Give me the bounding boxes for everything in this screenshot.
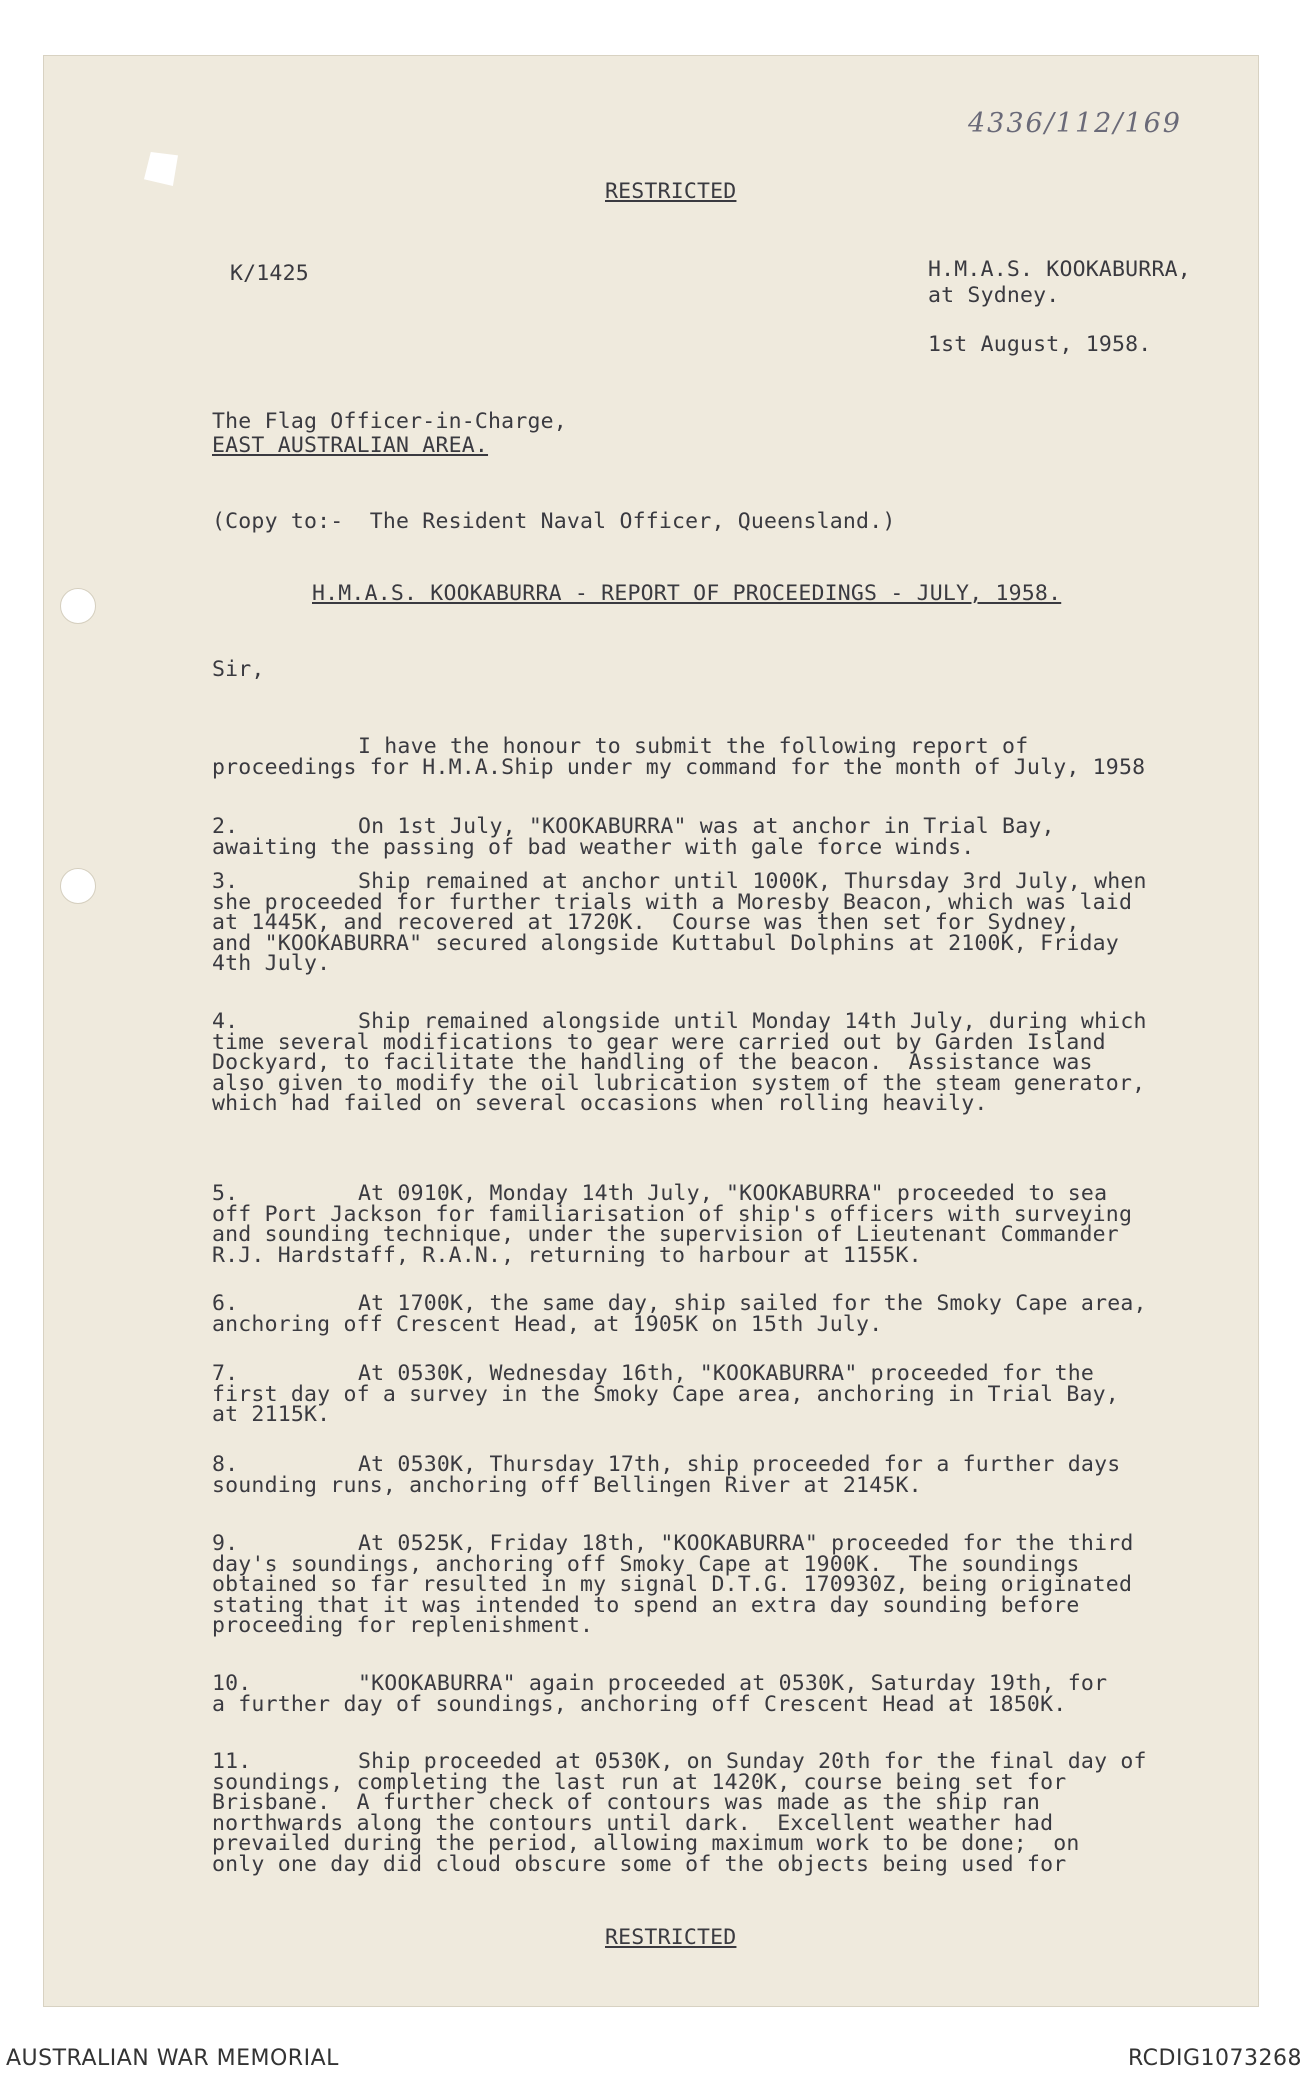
paragraph-line: soundings, completing the last run at 1420K, course being set for [212, 1769, 1067, 1795]
punch-hole-top [60, 588, 96, 624]
archive-footer-left: AUSTRALIAN WAR MEMORIAL [6, 2046, 339, 2071]
paragraph-line: At 0530K, Wednesday 16th, "KOOKABURRA" proceeded for the [358, 1361, 1095, 1386]
paragraph-line: sounding runs, anchoring off Bellingen River at 2145K. [212, 1472, 922, 1498]
paragraph-line: Ship remained alongside until Monday 14th July, during which [358, 1009, 1147, 1034]
copy-to-line: (Copy to:- The Resident Naval Officer, Queensland.) [212, 509, 896, 534]
paragraph-line: Dockyard, to facilitate the handling of the beacon. Assistance was [212, 1050, 1093, 1075]
paragraph-line: time several modifications to gear were carried out by Garden Island [212, 1029, 1106, 1055]
paragraph-line: also given to modify the oil lubrication system of the steam generator, [212, 1070, 1146, 1096]
paragraph-line: stating that it was intended to spend an extra day sounding before [212, 1592, 1080, 1618]
paragraph-line: at 2115K. [212, 1402, 331, 1427]
paragraph-line: Ship remained at anchor until 1000K, Thursday 3rd July, when [358, 869, 1147, 894]
paragraph-number: 10. [212, 1671, 252, 1696]
salutation: Sir, [212, 657, 265, 682]
paragraph-line: first day of a survey in the Smoky Cape area, anchoring in Trial Bay, [212, 1381, 1119, 1407]
paragraph-line: Ship proceeded at 0530K, on Sunday 20th for the final day of [358, 1749, 1147, 1774]
classification-footer: RESTRICTED [605, 1925, 737, 1950]
paragraph-number: 11. [212, 1749, 252, 1774]
paragraph-line: at 1445K, and recovered at 1720K. Course was then set for Sydney, [212, 910, 1080, 935]
paragraph-line: day's soundings, anchoring off Smoky Cape at 1900K. The soundings [212, 1551, 1080, 1577]
sender-line-1: H.M.A.S. KOOKABURRA, [928, 257, 1191, 282]
paragraph-line: On 1st July, "KOOKABURRA" was at anchor in Trial Bay, [358, 814, 1055, 839]
paragraph-number: 9. [212, 1531, 239, 1556]
paragraph-line: a further day of soundings, anchoring off Crescent Head at 1850K. [212, 1691, 1067, 1717]
archive-footer-right: RCDIG1073268 [1127, 2046, 1302, 2071]
paragraph-line: obtained so far resulted in my signal D.T.G. 170930Z, being originated [212, 1572, 1133, 1597]
paragraph-number: 2. [212, 814, 239, 839]
paragraph-line: anchoring off Crescent Head, at 1905K on 15th July. [212, 1311, 883, 1337]
paragraph-line: At 0525K, Friday 18th, "KOOKABURRA" proceeded for the third [358, 1531, 1134, 1556]
paragraph-number: 3. [212, 869, 239, 894]
subject-line: H.M.A.S. KOOKABURRA - REPORT OF PROCEEDINGS - JULY, 1958. [312, 581, 1062, 606]
sender-line-2: at Sydney. [928, 283, 1060, 308]
paragraph-line: prevailed during the period, allowing maximum work to be done; on [212, 1831, 1080, 1856]
paragraph-line: proceeding for replenishment. [212, 1613, 594, 1638]
paragraph-line: proceedings for H.M.A.Ship under my command for the month of July, 1958 [212, 754, 1146, 780]
handwritten-reference: 4336/112/169 [968, 108, 1182, 139]
addressee-line-1: The Flag Officer-in-Charge, [212, 409, 567, 434]
reference-number: K/1425 [230, 261, 309, 286]
paragraph-number: 8. [212, 1452, 239, 1477]
paragraph-line: only one day did cloud obscure some of the objects being used for [212, 1851, 1067, 1877]
paragraph-line: which had failed on several occasions when rolling heavily. [212, 1091, 988, 1116]
paragraph-line: I have the honour to submit the following report of [358, 734, 1029, 759]
paragraph-number: 7. [212, 1361, 239, 1386]
addressee-line-2: EAST AUSTRALIAN AREA. [212, 433, 489, 458]
paragraph-line: At 1700K, the same day, ship sailed for the Smoky Cape area, [358, 1291, 1147, 1316]
paragraph-line: awaiting the passing of bad weather with gale force winds. [212, 834, 975, 860]
paragraph-line: At 0530K, Thursday 17th, ship proceeded for a further days [358, 1452, 1121, 1477]
paragraph-line: 4th July. [212, 951, 331, 976]
paragraph-line: off Port Jackson for familiarisation of ship's officers with surveying [212, 1201, 1133, 1227]
classification-header: RESTRICTED [605, 179, 737, 204]
paragraph-line: she proceeded for further trials with a Moresby Beacon, which was laid [212, 889, 1133, 915]
punch-hole-bottom [60, 868, 96, 904]
paragraph-line: and "KOOKABURRA" secured alongside Kuttabul Dolphins at 2100K, Friday [212, 930, 1119, 956]
paragraph-number: 6. [212, 1291, 239, 1316]
paragraph-line: R.J. Hardstaff, R.A.N., returning to harbour at 1155K. [212, 1242, 922, 1268]
paragraph-line: and sounding technique, under the supervision of Lieutenant Commander [212, 1222, 1119, 1247]
paragraph-number: 4. [212, 1009, 239, 1034]
letter-date: 1st August, 1958. [928, 332, 1152, 357]
paragraph-line: Brisbane. A further check of contours was made as the ship ran [212, 1790, 1041, 1815]
paragraph-line: At 0910K, Monday 14th July, "KOOKABURRA" proceeded to sea [358, 1181, 1108, 1206]
paragraph-line: northwards along the contours until dark. Excellent weather had [212, 1810, 1054, 1836]
paragraph-number: 5. [212, 1181, 239, 1206]
paragraph-line: "KOOKABURRA" again proceeded at 0530K, Saturday 19th, for [358, 1671, 1108, 1696]
